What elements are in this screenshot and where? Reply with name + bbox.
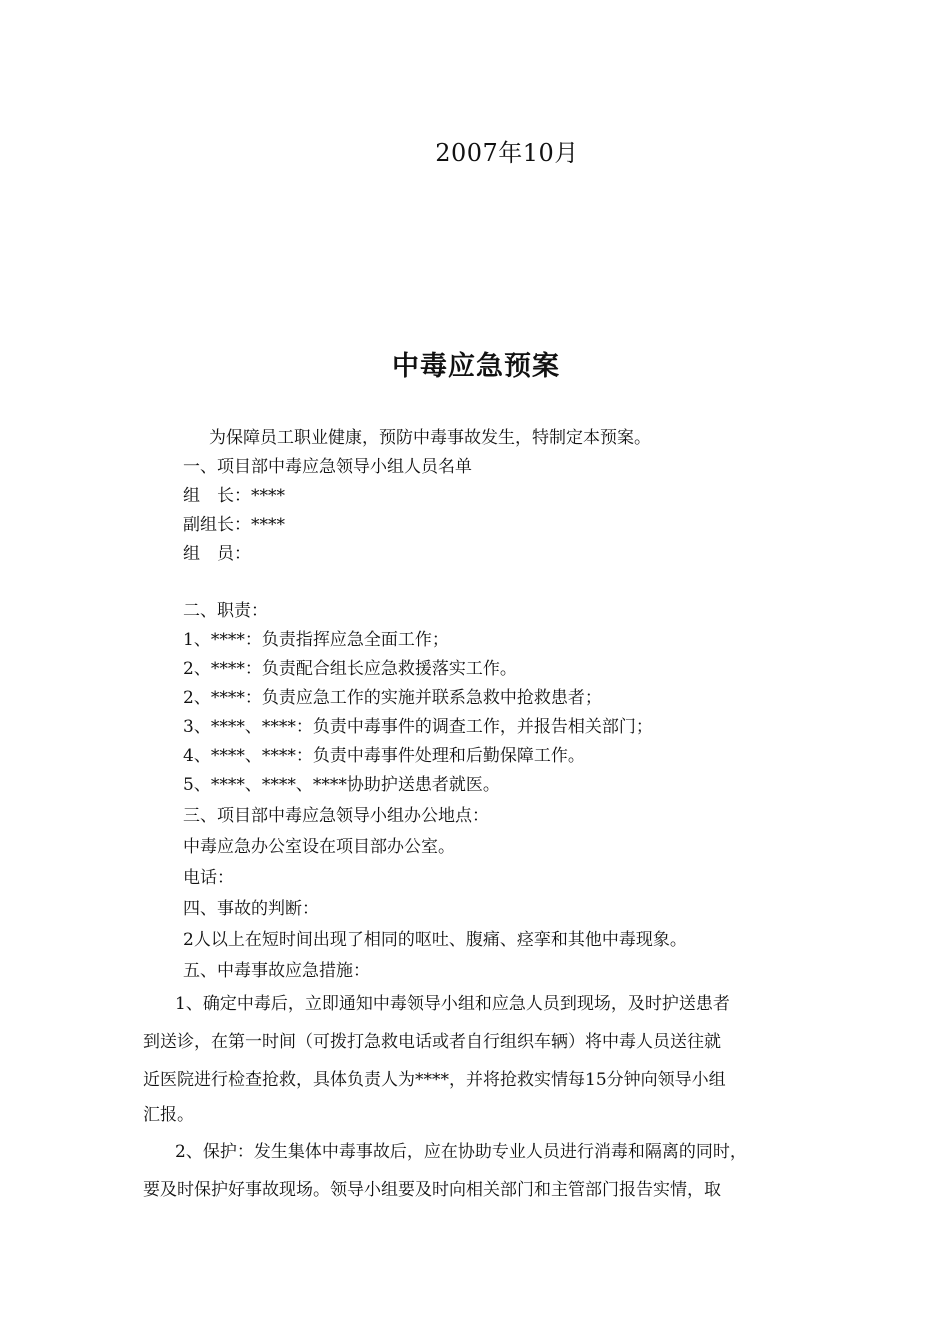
duty-item: 1、****：负责指挥应急全面工作；	[183, 630, 449, 650]
duty-item: 2、****：负责应急工作的实施并联系急救中抢救患者；	[183, 688, 602, 708]
section1-heading: 一、项目部中毒应急领导小组人员名单	[183, 457, 472, 477]
judgment-text: 2人以上在短时间出现了相同的呕吐、腹痛、痉挛和其他中毒现象。	[183, 930, 687, 950]
members-line: 组 员：	[183, 544, 251, 564]
duty-item: 5、****、****、****协助护送患者就医。	[183, 775, 500, 795]
measure2-line: 要及时保护好事故现场。领导小组要及时向相关部门和主管部门报告实情，取	[143, 1180, 721, 1200]
leader-line: 组 长：****	[183, 486, 285, 506]
measure1-line: 近医院进行检查抢救，具体负责人为****，并将抢救实情每15分钟向领导小组	[143, 1070, 726, 1090]
measure1-line: 汇报。	[143, 1105, 194, 1125]
section2-heading: 二、职责：	[183, 601, 268, 621]
section3-heading: 三、项目部中毒应急领导小组办公地点：	[183, 806, 489, 826]
phone-line: 电话：	[183, 868, 234, 888]
section5-heading: 五、中毒事故应急措施：	[183, 961, 370, 981]
office-location: 中毒应急办公室设在项目部办公室。	[183, 837, 455, 857]
measure1-line: 到送诊，在第一时间（可拨打急救电话或者自行组织车辆）将中毒人员送往就	[143, 1032, 721, 1052]
measure2-line: 2、保护：发生集体中毒事故后，应在协助专业人员进行消毒和隔离的同时，	[175, 1142, 747, 1162]
intro-paragraph: 为保障员工职业健康，预防中毒事故发生，特制定本预案。	[209, 428, 651, 448]
duty-item: 3、****、****：负责中毒事件的调查工作，并报告相关部门；	[183, 717, 653, 737]
document-date: 2007年10月	[435, 139, 579, 167]
duty-item: 4、****、****：负责中毒事件处理和后勤保障工作。	[183, 746, 585, 766]
measure1-line: 1、确定中毒后，立即通知中毒领导小组和应急人员到现场，及时护送患者	[175, 994, 730, 1014]
section4-heading: 四、事故的判断：	[183, 899, 319, 919]
document-title: 中毒应急预案	[392, 351, 560, 382]
duty-item: 2、****：负责配合组长应急救援落实工作。	[183, 659, 517, 679]
deputy-line: 副组长：****	[183, 515, 285, 535]
